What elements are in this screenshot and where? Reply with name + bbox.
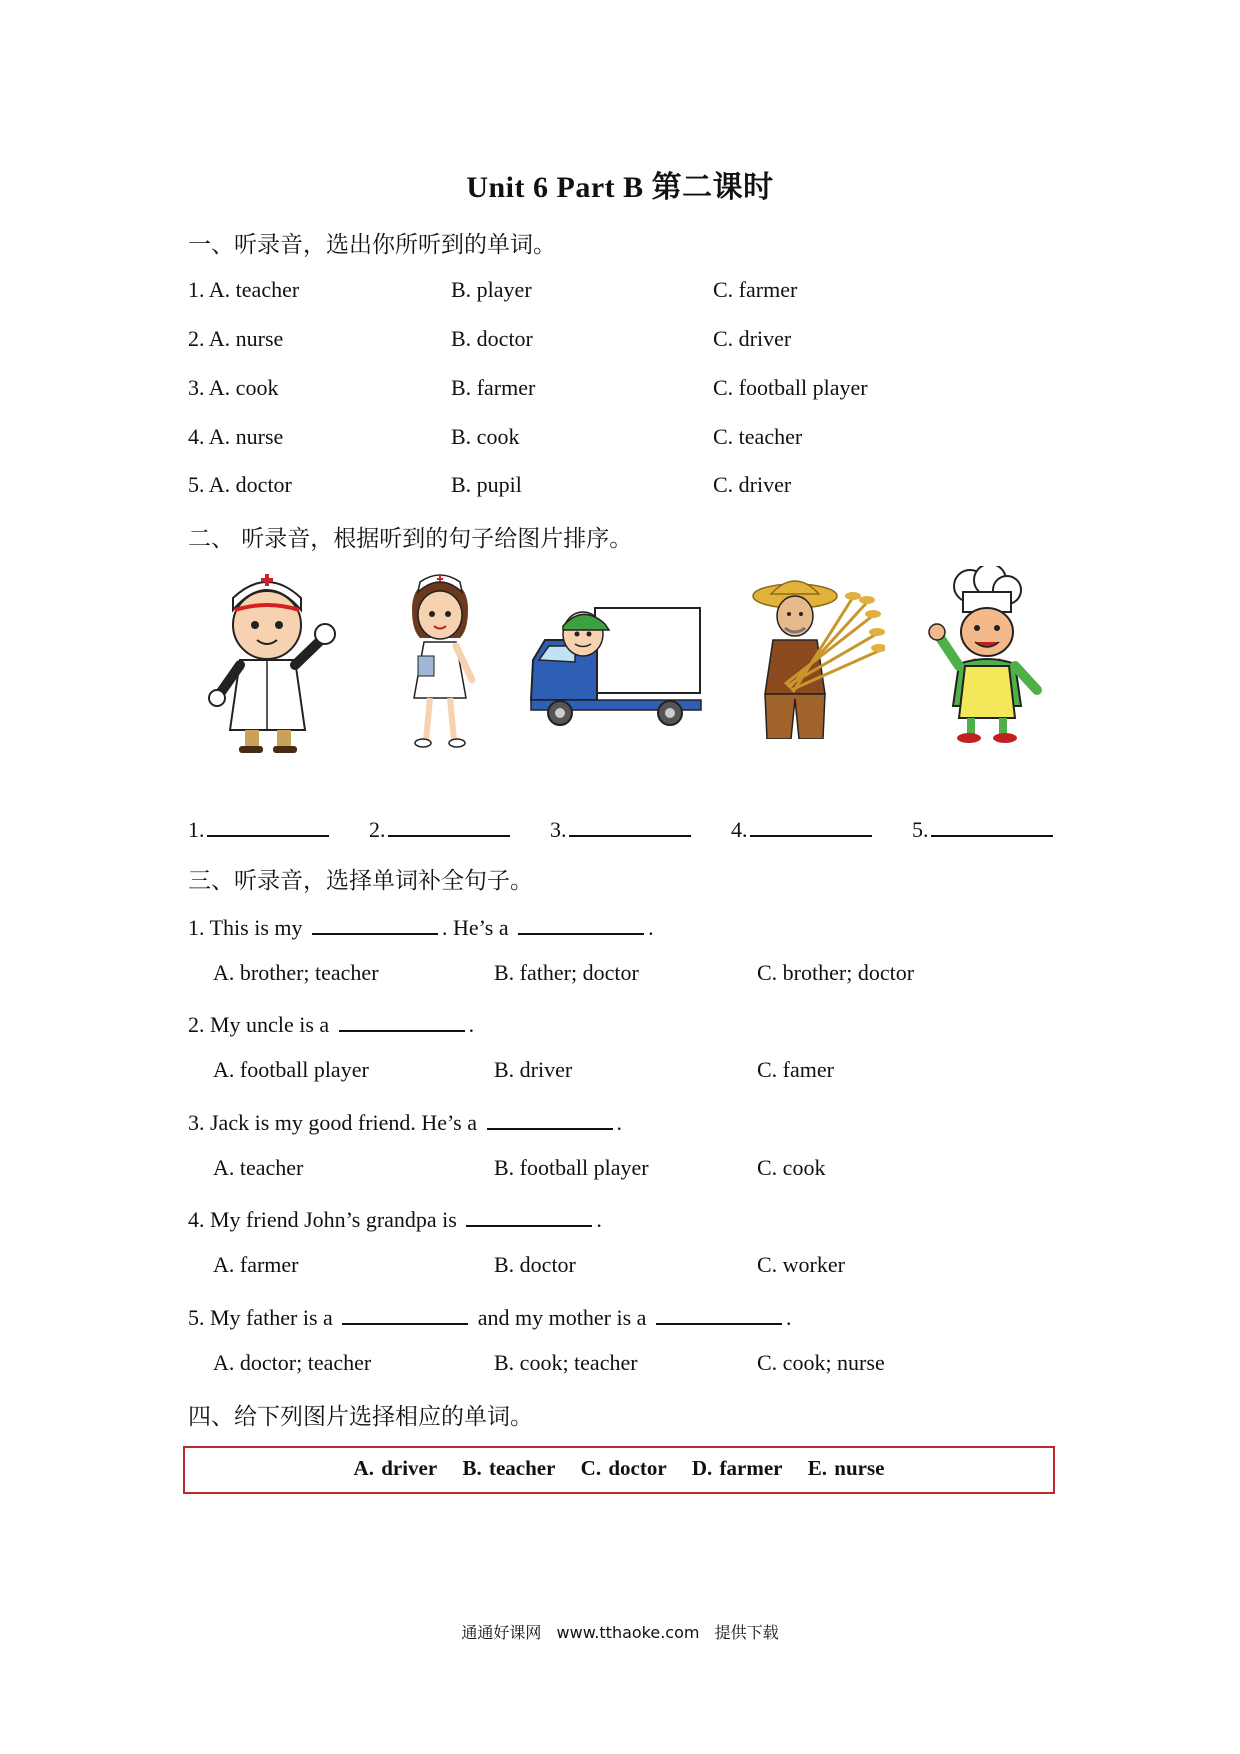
s3-q2-sentence <box>188 1008 474 1038</box>
word-bank-item: A. driver <box>353 1456 438 1480</box>
s1-q3-option-b: B. farmer <box>451 375 536 400</box>
s3-q1-part3: . <box>648 915 654 940</box>
s3-q5-option-a: A. doctor; teacher <box>213 1350 372 1375</box>
s2-blank-5[interactable] <box>912 815 1053 843</box>
section-2-heading: 二、 听录音，根据听到的句子给图片排序。 <box>188 526 633 552</box>
nurse-picture <box>390 570 490 755</box>
s3-q1-blank-1[interactable] <box>312 911 438 935</box>
s3-q3-part2: . <box>616 1110 622 1135</box>
doctor-picture <box>205 570 345 755</box>
s3-q2-part2: . <box>468 1012 475 1037</box>
s1-q3-option-a: 3. A. cook <box>188 375 279 400</box>
s3-q4-part1: 4. My friend John’s grandpa is <box>188 1207 457 1232</box>
s2-blank-4-label: 4. <box>731 817 748 842</box>
s1-q5-option-c: C. driver <box>713 472 792 497</box>
s3-q1-sentence <box>188 911 654 941</box>
s3-q2-option-b: B. driver <box>494 1057 573 1082</box>
s3-q3-option-c: C. cook <box>757 1155 826 1180</box>
s1-q1-option-a: 1. A. teacher <box>188 277 300 302</box>
s1-q1-option-b: B. player <box>451 277 532 302</box>
s3-q1-part1: 1. This is my <box>188 915 303 940</box>
driver-picture <box>525 600 705 730</box>
s3-q2-blank[interactable] <box>339 1008 465 1032</box>
s1-q4-option-b: B. cook <box>451 424 520 449</box>
s1-q4-option-a: 4. A. nurse <box>188 424 284 449</box>
word-bank-item: D. farmer <box>691 1456 783 1480</box>
section-4-heading: 四、给下列图片选择相应的单词。 <box>188 1404 533 1430</box>
s3-q5-option-b: B. cook; teacher <box>494 1350 638 1375</box>
s3-q3-option-a: A. teacher <box>213 1155 304 1180</box>
s3-q5-blank-1[interactable] <box>342 1301 468 1325</box>
s1-q2-option-a: 2. A. nurse <box>188 326 284 351</box>
s3-q1-option-b: B. father; doctor <box>494 960 639 985</box>
s2-blank-3-label: 3. <box>550 817 567 842</box>
s3-q4-part2: . <box>596 1207 602 1232</box>
footer-url[interactable]: www.tthaoke.com <box>556 1623 700 1642</box>
s3-q3-sentence <box>188 1106 622 1136</box>
s2-blank-3[interactable] <box>550 815 691 843</box>
s3-q4-option-b: B. doctor <box>494 1252 576 1277</box>
s1-q4-option-c: C. teacher <box>713 424 803 449</box>
s2-blank-4[interactable] <box>731 815 872 843</box>
s1-q1-option-c: C. farmer <box>713 277 798 302</box>
section-1-heading: 一、听录音，选出你所听到的单词。 <box>188 232 556 258</box>
s3-q5-part2: and my mother is a <box>472 1305 647 1330</box>
s3-q4-option-c: C. worker <box>757 1252 845 1277</box>
s3-q5-sentence <box>188 1301 791 1331</box>
s1-q5-option-b: B. pupil <box>451 472 522 497</box>
section-3-heading: 三、听录音，选择单词补全句子。 <box>188 868 533 894</box>
s1-q5-option-a: 5. A. doctor <box>188 472 292 497</box>
s3-q5-part3: . <box>785 1305 792 1330</box>
s3-q3-part1: 3. Jack is my good friend. He’s a <box>188 1110 477 1135</box>
s2-blank-2[interactable] <box>369 815 510 843</box>
s1-q3-option-c: C. football player <box>713 375 868 400</box>
s2-blank-5-label: 5. <box>912 817 929 842</box>
s3-q3-blank[interactable] <box>487 1106 613 1130</box>
s3-q1-part2: . He’s a <box>442 915 509 940</box>
s1-q2-option-b: B. doctor <box>451 326 533 351</box>
word-bank <box>185 1456 1053 1481</box>
s3-q2-option-c: C. famer <box>757 1057 834 1082</box>
s3-q4-option-a: A. farmer <box>213 1252 299 1277</box>
s3-q5-part1: 5. My father is a <box>188 1305 333 1330</box>
s3-q5-option-c: C. cook; nurse <box>757 1350 885 1375</box>
s2-blank-2-label: 2. <box>369 817 386 842</box>
s1-q2-option-c: C. driver <box>713 326 792 351</box>
s3-q2-option-a: A. football player <box>213 1057 369 1082</box>
s3-q3-option-b: B. football player <box>494 1155 649 1180</box>
s3-q1-option-c: C. brother; doctor <box>757 960 915 985</box>
footer-site: 通通好课网 <box>461 1623 542 1642</box>
footer-tail: 提供下载 <box>714 1623 779 1642</box>
s3-q5-blank-2[interactable] <box>656 1301 782 1325</box>
s3-q1-blank-2[interactable] <box>518 911 644 935</box>
footer <box>0 1620 1240 1643</box>
word-bank-box <box>183 1446 1055 1494</box>
word-bank-item: C. doctor <box>580 1456 667 1480</box>
word-bank-item: B. teacher <box>462 1456 556 1480</box>
s2-blank-1-label: 1. <box>188 817 205 842</box>
word-bank-item: E. nurse <box>807 1456 885 1480</box>
cook-picture <box>925 566 1045 746</box>
farmer-picture <box>745 574 885 739</box>
page-title: Unit 6 Part B 第二课时 <box>466 171 774 204</box>
s3-q4-sentence <box>188 1203 602 1233</box>
s3-q1-option-a: A. brother; teacher <box>213 960 379 985</box>
s2-blank-1[interactable] <box>188 815 329 843</box>
s3-q4-blank[interactable] <box>466 1203 592 1227</box>
s3-q2-part1: 2. My uncle is a <box>188 1012 330 1037</box>
